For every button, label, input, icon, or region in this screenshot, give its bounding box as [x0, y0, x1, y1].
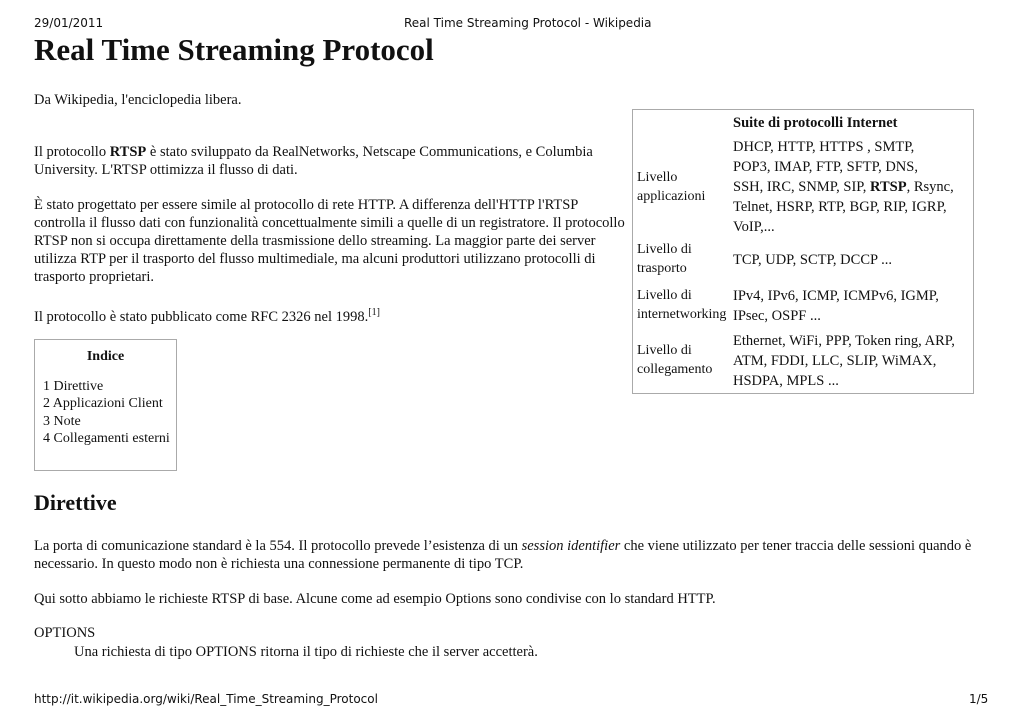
- section-heading-direttive: Direttive: [34, 490, 117, 515]
- definition-term-options: OPTIONS: [34, 625, 96, 641]
- page-title: Real Time Streaming Protocol: [34, 32, 434, 67]
- print-footer-url: http://it.wikipedia.org/wiki/Real_Time_Streaming_Protocol: [34, 692, 378, 706]
- layer-protocols: TCP, UDP, SCTP, DCCP ...: [733, 252, 893, 268]
- print-date: 29/01/2011: [34, 16, 104, 30]
- direttive-paragraph-2: Qui sotto abbiamo le richieste RTSP di base. Alcune come ad esempio Options sono condivise con lo standard HTTP.: [34, 591, 716, 607]
- infobox-protocol-suite: [632, 109, 974, 394]
- toc-item-applicazioni-client[interactable]: 2 Applicazioni Client: [43, 396, 163, 411]
- print-page-number: 1/5: [969, 692, 989, 706]
- infobox-title: Suite di protocolli Internet: [733, 115, 898, 131]
- direttive-paragraph-1: La porta di comunicazione standard è la 554. Il protocollo prevede l’esistenza di un session identifier che viene utilizzato per tener traccia delle sessioni quando è necessario. In questo modo non è richiesta una connessione permanente di tipo TCP.: [34, 538, 972, 572]
- print-page-title: Real Time Streaming Protocol - Wikipedia: [404, 16, 652, 30]
- layer-protocols: IPv4, IPv6, ICMP, ICMPv6, IGMP, IPsec, OSPF ...: [733, 288, 939, 324]
- layer-label: Livello applicazioni: [637, 170, 706, 204]
- intro-paragraph-1: Il protocollo RTSP è stato sviluppato da RealNetworks, Netscape Communications, e Columbia University. L'RTSP ottimizza il flusso di dati.: [34, 144, 593, 178]
- table-of-contents: [34, 339, 177, 471]
- intro-paragraph-3: Il protocollo è stato pubblicato come RFC 2326 nel 1998.[1]: [34, 307, 380, 325]
- tagline: Da Wikipedia, l'enciclopedia libera.: [34, 92, 242, 108]
- reference-link-1[interactable]: [1]: [368, 307, 380, 318]
- toc-item-collegamenti-esterni[interactable]: 4 Collegamenti esterni: [43, 431, 170, 446]
- toc-item-note[interactable]: 3 Note: [43, 413, 81, 429]
- layer-protocols: Ethernet, WiFi, PPP, Token ring, ARP, ATM, FDDI, LLC, SLIP, WiMAX, HSDPA, MPLS ...: [733, 333, 955, 389]
- layer-label: Livello di collegamento: [637, 343, 713, 377]
- layer-protocols: DHCP, HTTP, HTTPS , SMTP, POP3, IMAP, FTP, SFTP, DNS, SSH, IRC, SNMP, SIP, RTSP, Rsync, Telnet, HSRP, RTP, BGP, RIP, IGRP, VoIP,...: [733, 139, 954, 235]
- toc-item-direttive[interactable]: 1 Direttive: [43, 378, 104, 394]
- layer-label: Livello di internetworking: [637, 288, 727, 322]
- layer-label: Livello di trasporto: [637, 242, 692, 276]
- toc-title: Indice: [86, 349, 125, 364]
- definition-options: Una richiesta di tipo OPTIONS ritorna il tipo di richieste che il server accetterà.: [74, 644, 538, 660]
- rtsp-bold-term: RTSP: [109, 144, 147, 160]
- intro-paragraph-2: È stato progettato per essere simile al protocollo di rete HTTP. A differenza dell'HTTP l'RTSP controlla il flusso dati con funzionalità concettualmente simili a quelle di un registratore. Il protocollo RTSP non si occupa direttamente della trasmissione dello streaming. La maggior parte dei server utilizza RTP per il trasporto del flusso multimediale, ma alcuni produttori utilizzano protocolli di trasporto proprietari.: [34, 197, 625, 285]
